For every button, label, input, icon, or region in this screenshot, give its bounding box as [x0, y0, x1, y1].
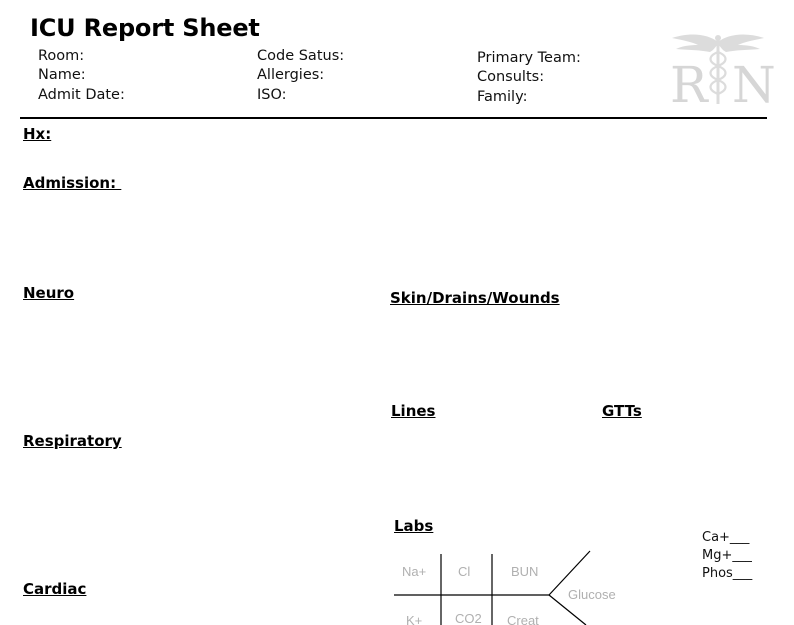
electrolyte-ca: Ca+___ [702, 530, 750, 545]
section-gtts: GTTs [602, 402, 642, 420]
allergies-label: Allergies: [257, 67, 325, 83]
section-cardiac: Cardiac [23, 580, 87, 598]
section-lines: Lines [391, 402, 436, 420]
iso-label: ISO: [257, 87, 287, 103]
section-skin-drains-wounds: Skin/Drains/Wounds [390, 289, 560, 307]
lab-creat: Creat [507, 613, 539, 625]
logo-letter-n: N [732, 56, 776, 114]
lab-glucose: Glucose [568, 587, 616, 602]
section-respiratory: Respiratory [23, 432, 122, 450]
room-label: Room: [38, 48, 85, 64]
primary-team-label: Primary Team: [477, 50, 581, 66]
section-admission: Admission: [23, 174, 122, 192]
name-label: Name: [38, 67, 86, 83]
lab-bun: BUN [511, 564, 539, 579]
lab-k: K+ [406, 613, 423, 625]
page-title: ICU Report Sheet [30, 14, 260, 42]
section-labs: Labs [394, 517, 434, 535]
lab-co2: CO2 [455, 611, 482, 625]
labs-fishbone-diagram [394, 548, 624, 625]
electrolyte-phos: Phos___ [702, 566, 753, 581]
admit-date-label: Admit Date: [38, 87, 125, 103]
section-neuro: Neuro [23, 284, 75, 302]
electrolyte-mg: Mg+___ [702, 548, 752, 563]
code-status-label: Code Satus: [257, 48, 345, 64]
consults-label: Consults: [477, 69, 545, 85]
logo-letter-r: R [670, 56, 708, 114]
header-divider [20, 117, 767, 119]
lab-cl: Cl [458, 564, 471, 579]
rn-caduceus-logo [668, 30, 776, 114]
lab-na: Na+ [402, 564, 427, 579]
family-label: Family: [477, 89, 528, 105]
section-hx: Hx: [23, 125, 52, 143]
